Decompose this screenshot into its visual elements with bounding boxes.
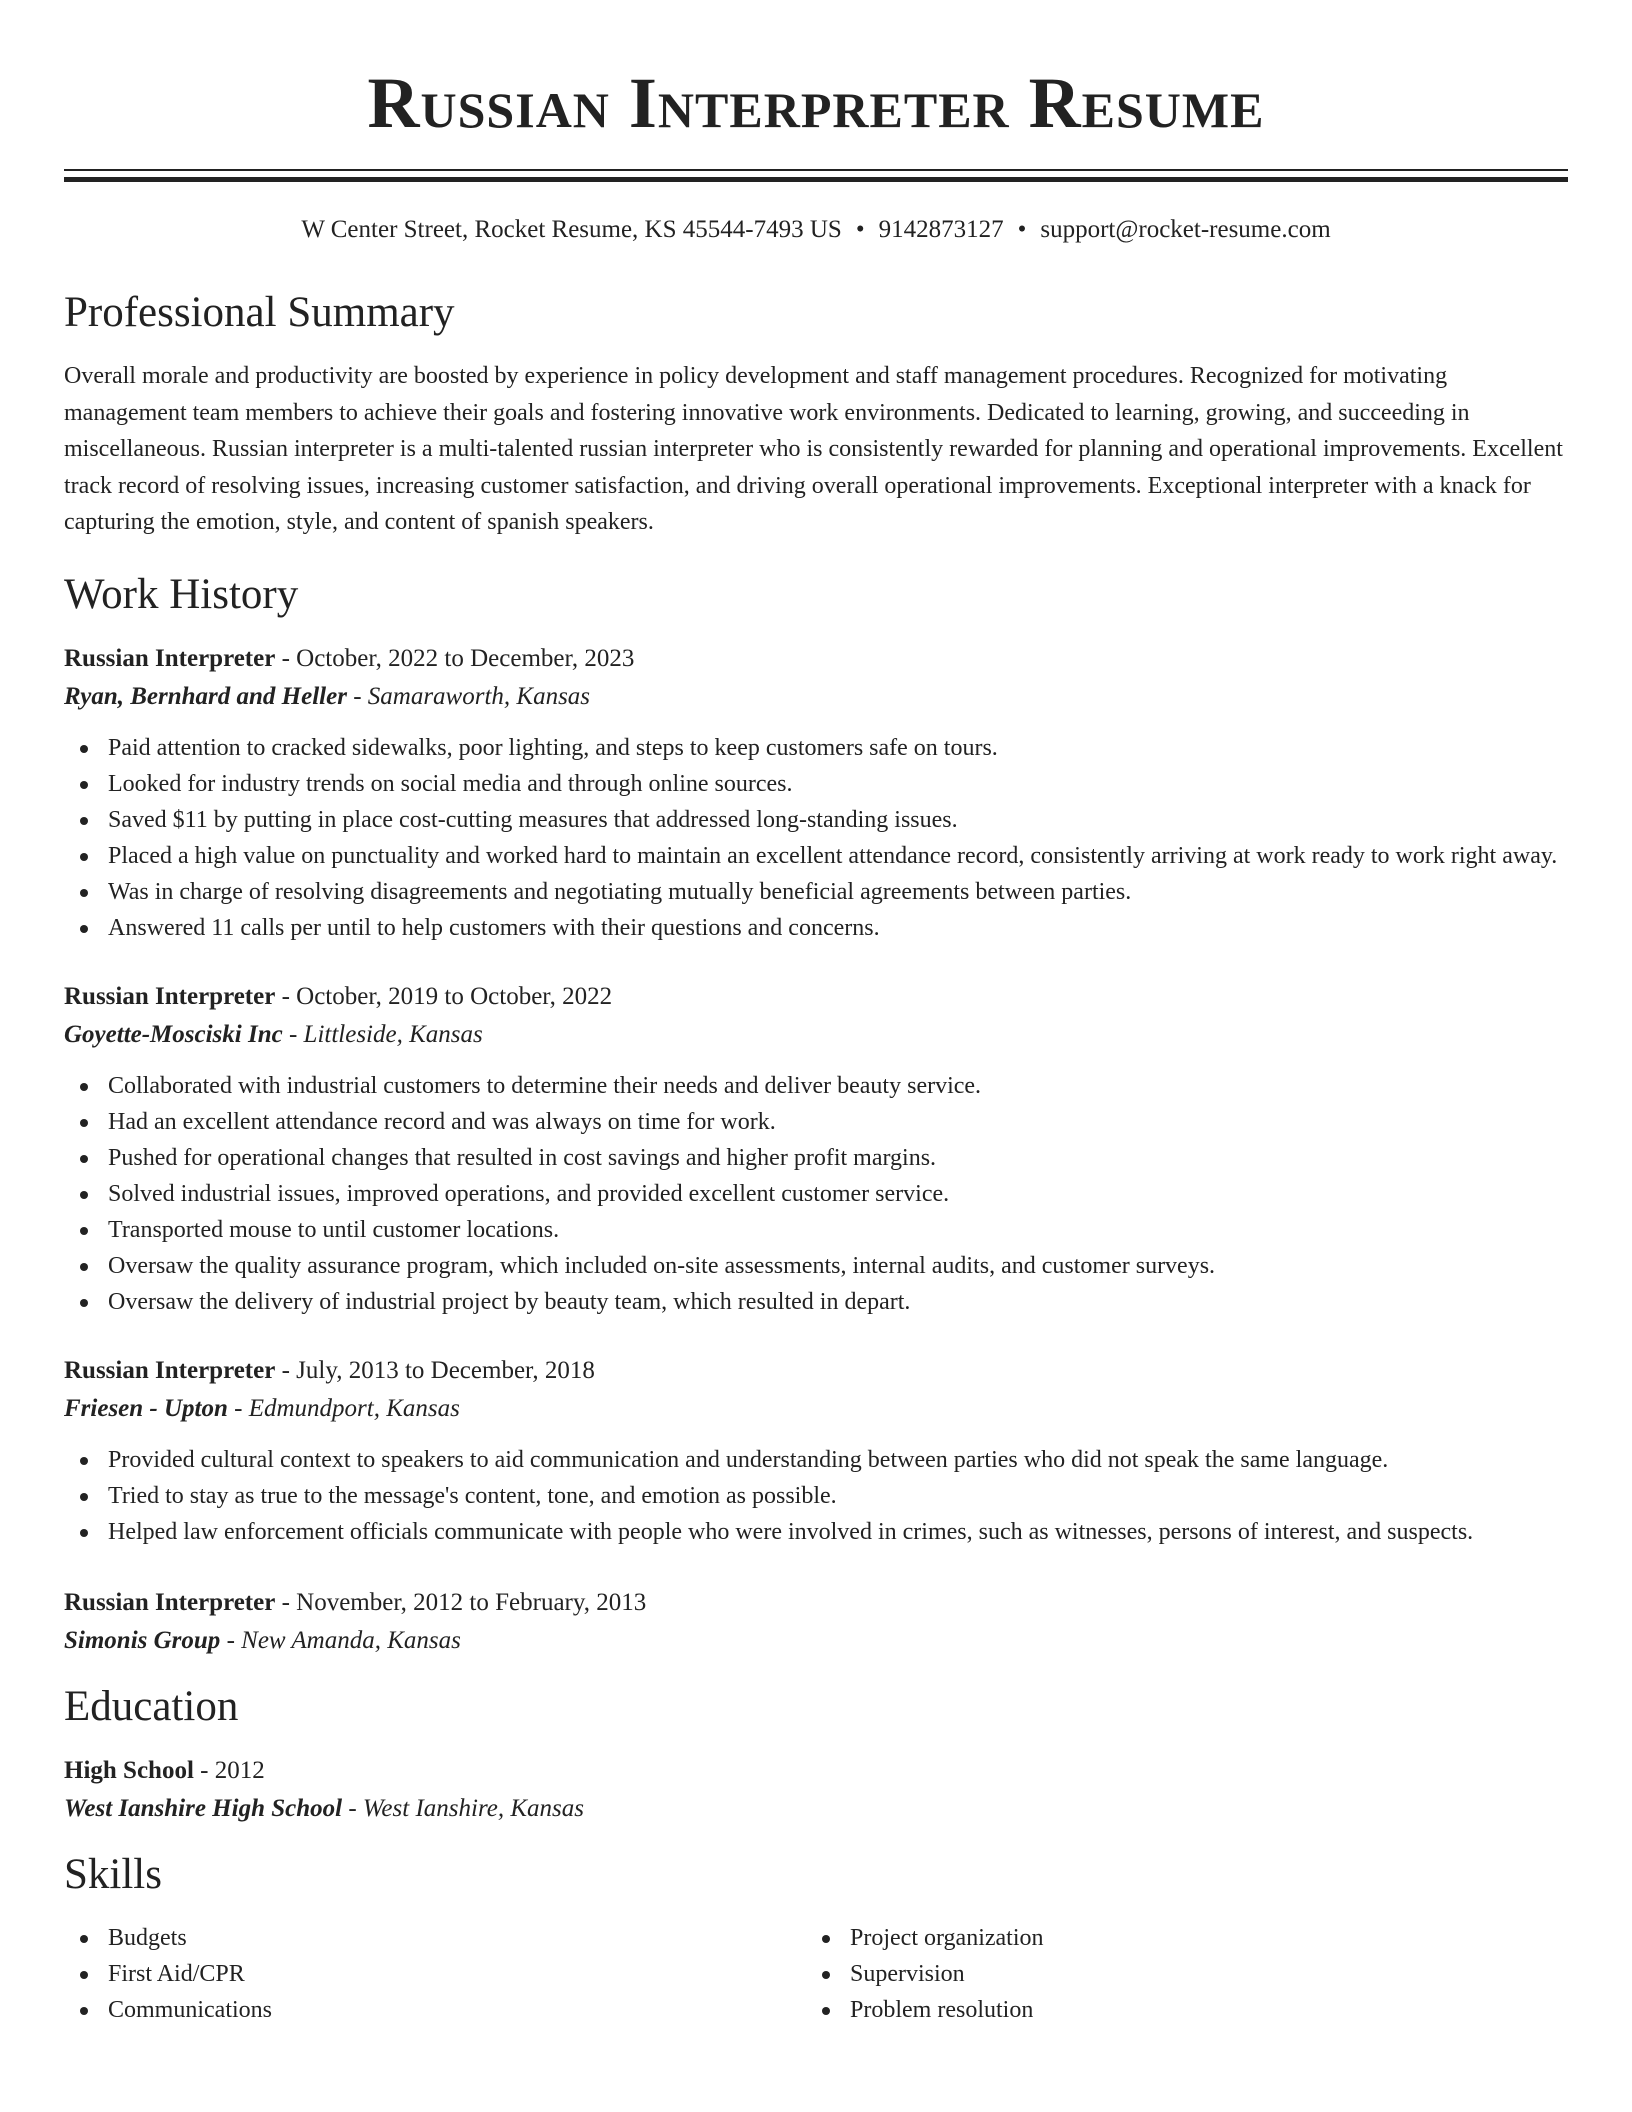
company-line	[64, 1390, 1568, 1428]
list-item: Tried to stay as true to the message's content, tone, and emotion as possible.	[64, 1478, 1568, 1514]
list-item: Helped law enforcement officials communicate with people who were involved in crimes, such as witnesses, persons of interest, and suspects.	[64, 1514, 1568, 1550]
dash: -	[275, 1356, 297, 1384]
skills-column-right	[806, 1920, 1548, 2028]
school-location: West Ianshire, Kansas	[362, 1794, 584, 1822]
list-item: Oversaw the delivery of industrial project by beauty team, which resulted in depart.	[64, 1284, 1568, 1320]
job-title: Russian Interpreter	[64, 1356, 276, 1384]
dash: -	[275, 644, 297, 672]
company-name: Ryan, Bernhard and Heller	[64, 682, 347, 710]
list-item: Solved industrial issues, improved operations, and provided excellent customer service.	[64, 1176, 1568, 1212]
dash: -	[346, 682, 368, 710]
job-title-line	[64, 1584, 1568, 1622]
company-location: Edmundport, Kansas	[248, 1394, 460, 1422]
job-dates: October, 2019 to October, 2022	[296, 982, 613, 1010]
contact-phone: 9142873127	[878, 216, 1004, 243]
skills-column-left	[64, 1920, 806, 2028]
skill-item: Budgets	[64, 1920, 806, 1956]
job-bullets	[64, 1068, 1568, 1320]
list-item: Pushed for operational changes that resulted in cost savings and higher profit margins.	[64, 1140, 1568, 1176]
skill-item: Project organization	[806, 1920, 1548, 1956]
contact-separator: •	[1017, 216, 1027, 243]
list-item: Oversaw the quality assurance program, which included on-site assessments, internal audits, and customer surveys.	[64, 1248, 1568, 1284]
dash: -	[193, 1756, 215, 1784]
list-item: Collaborated with industrial customers to determine their needs and deliver beauty service.	[64, 1068, 1568, 1104]
company-line	[64, 1622, 1568, 1660]
job-entry	[64, 1584, 1568, 1660]
job-title: Russian Interpreter	[64, 982, 276, 1010]
dash: -	[275, 982, 297, 1010]
skills-grid	[64, 1920, 1568, 2028]
dash: -	[220, 1626, 242, 1654]
list-item: Answered 11 calls per until to help customers with their questions and concerns.	[64, 910, 1568, 946]
contact-separator: •	[855, 216, 865, 243]
job-dates: October, 2022 to December, 2023	[296, 644, 635, 672]
job-bullets	[64, 1442, 1568, 1550]
school-line	[64, 1790, 1568, 1828]
summary-text: Overall morale and productivity are boosted by experience in policy development and staff management procedures. Recognized for motivating management team members to achieve their goals and fostering innovative work environments. Dedicated to learning, growing, and succeeding in miscellaneous. Russian interpreter is a multi-talented russian interpreter who is consistently rewarded for planning and operational improvements. Excellent track record of resolving issues, increasing customer satisfaction, and driving overall operational improvements. Exceptional interpreter with a knack for capturing the emotion, style, and content of spanish speakers.	[64, 363, 1563, 535]
job-title-line	[64, 978, 1568, 1016]
degree-line	[64, 1752, 1568, 1790]
company-name: Friesen - Upton	[64, 1394, 228, 1422]
list-item: Placed a high value on punctuality and worked hard to maintain an excellent attendance record, consistently arriving at work ready to work right away.	[64, 838, 1568, 874]
dash: -	[275, 1588, 297, 1616]
company-name: Goyette-Mosciski Inc	[64, 1020, 283, 1048]
education-section	[64, 1682, 1568, 1828]
job-entry	[64, 978, 1568, 1320]
company-location: Samaraworth, Kansas	[367, 682, 591, 710]
job-dates: November, 2012 to February, 2013	[296, 1588, 647, 1616]
company-line	[64, 1016, 1568, 1054]
list-item: Provided cultural context to speakers to aid communication and understanding between parties who did not speak the same language.	[64, 1442, 1568, 1478]
dash: -	[282, 1020, 304, 1048]
title-divider-thick	[64, 177, 1568, 182]
skills-section	[64, 1850, 1568, 2028]
section-heading: Professional Summary	[64, 289, 455, 336]
job-dates: July, 2013 to December, 2018	[296, 1356, 595, 1384]
contact-address: W Center Street, Rocket Resume, KS 45544-7493 US	[301, 216, 842, 243]
section-heading: Education	[64, 1682, 239, 1730]
job-title: Russian Interpreter	[64, 1588, 276, 1616]
list-item: Had an excellent attendance record and was always on time for work.	[64, 1104, 1568, 1140]
job-title-line	[64, 1352, 1568, 1390]
title-divider-thin	[64, 169, 1568, 171]
degree: High School	[64, 1756, 194, 1784]
list-item: Saved $11 by putting in place cost-cutting measures that addressed long-standing issues.	[64, 802, 1568, 838]
contact-line	[64, 214, 1568, 246]
graduation-year: 2012	[214, 1756, 265, 1784]
company-location: Littleside, Kansas	[303, 1020, 483, 1048]
list-item: Paid attention to cracked sidewalks, poor lighting, and steps to keep customers safe on tours.	[64, 730, 1568, 766]
job-entry	[64, 640, 1568, 946]
skill-item: First Aid/CPR	[64, 1956, 806, 1992]
job-entry	[64, 1352, 1568, 1550]
list-item: Looked for industry trends on social media and through online sources.	[64, 766, 1568, 802]
job-title: Russian Interpreter	[64, 644, 276, 672]
company-location: New Amanda, Kansas	[241, 1626, 461, 1654]
section-heading: Work History	[64, 570, 299, 618]
skill-item: Problem resolution	[806, 1992, 1548, 2028]
professional-summary-section	[64, 288, 1568, 541]
skill-item: Supervision	[806, 1956, 1548, 1992]
company-line	[64, 678, 1568, 716]
resume-title: Russian Interpreter Resume	[367, 63, 1265, 143]
list-item: Transported mouse to until customer locations.	[64, 1212, 1568, 1248]
dash: -	[342, 1794, 363, 1822]
list-item: Was in charge of resolving disagreements and negotiating mutually beneficial agreements between parties.	[64, 874, 1568, 910]
job-title-line	[64, 640, 1568, 678]
education-entry	[64, 1752, 1568, 1828]
job-bullets	[64, 730, 1568, 946]
skill-item: Communications	[64, 1992, 806, 2028]
work-history-section	[64, 570, 1568, 1660]
company-name: Simonis Group	[64, 1626, 221, 1654]
section-heading: Skills	[64, 1850, 162, 1898]
dash: -	[227, 1394, 249, 1422]
contact-email: support@rocket-resume.com	[1040, 216, 1331, 243]
school-name: West Ianshire High School	[64, 1794, 343, 1822]
